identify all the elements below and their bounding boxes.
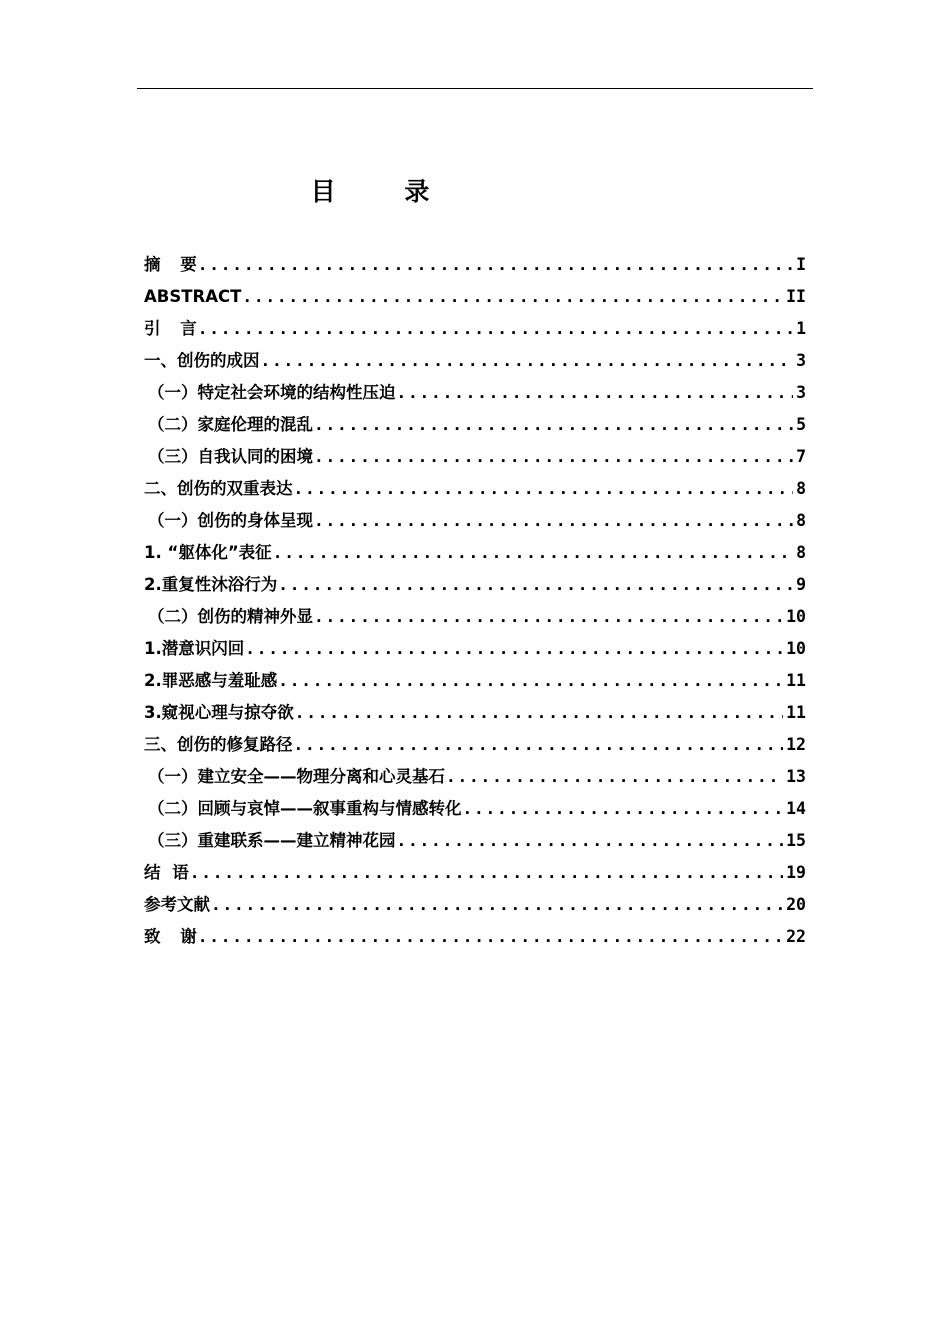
toc-entry-section-2-1-2[interactable] [144,564,806,596]
toc-leader-dots [296,734,784,756]
toc-entry-introduction[interactable] [144,308,806,340]
toc-leader-dots [244,286,783,308]
toc-entry-page: 9 [796,575,806,594]
toc-entry-page: 8 [796,511,806,530]
toc-leader-dots [275,542,793,564]
toc-entry-page: 13 [786,767,806,786]
toc-entry-references[interactable] [144,884,806,916]
toc-entry-page: 19 [786,863,806,882]
toc-entry-label: （一）特定社会环境的结构性压迫 [148,383,396,402]
toc-entry-label: （三）自我认同的困境 [148,447,313,466]
toc-entry-chapter-1[interactable] [144,340,806,372]
toc-leader-dots [263,350,794,372]
toc-entry-page: I [796,255,806,274]
toc-entry-chapter-3[interactable] [144,724,806,756]
toc-entry-page: 5 [796,415,806,434]
toc-entry-page: 22 [786,927,806,946]
toc-entry-label: （一）建立安全——物理分离和心灵基石 [148,767,445,786]
toc-leader-dots [297,702,783,724]
toc-entry-page: 7 [796,447,806,466]
toc-entry-page: 12 [786,735,806,754]
toc-entry-abstract-en[interactable] [144,276,806,308]
toc-entry-label: （二）创伤的精神外显 [148,607,313,626]
toc-entry-label: 致 谢 [144,927,197,946]
toc-leader-dots [200,318,793,340]
toc-entry-section-2-2[interactable] [144,596,806,628]
toc-entry-page: 20 [786,895,806,914]
toc-leader-dots [200,926,783,948]
toc-entry-section-2-2-1[interactable] [144,628,806,660]
toc-entry-label: 参考文献 [144,895,210,914]
toc-leader-dots [465,798,784,820]
toc-entry-page: 14 [786,799,806,818]
toc-entry-section-3-3[interactable] [144,820,806,852]
toc-leader-dots [316,446,793,468]
toc-leader-dots [213,894,783,916]
toc-leader-dots [399,830,784,852]
toc-entry-page: 8 [796,479,806,498]
toc-entry-page: 8 [796,543,806,562]
toc-entry-label: ABSTRACT [144,287,242,306]
toc-leader-dots [296,478,794,500]
toc-entry-section-1-3[interactable] [144,436,806,468]
toc-leader-dots [280,670,783,692]
toc-entry-section-3-1[interactable] [144,756,806,788]
toc-entry-label: （三）重建联系——建立精神花园 [148,831,396,850]
toc-entry-section-3-2[interactable] [144,788,806,820]
toc-entry-page: 10 [786,607,806,626]
toc-entry-page: 1 [796,319,806,338]
header-rule [137,88,813,89]
toc-entry-conclusion[interactable] [144,852,806,884]
toc-entry-label: 结 语 [144,863,189,882]
toc-entry-section-1-2[interactable] [144,404,806,436]
toc-entry-label: 摘 要 [144,255,197,274]
toc-leader-dots [316,510,793,532]
toc-leader-dots [192,862,783,884]
toc-leader-dots [316,414,793,436]
toc-entry-page: II [786,287,806,306]
toc-entry-label: 1. “躯体化”表征 [144,543,272,562]
toc-entry-page: 3 [796,351,806,370]
toc-entry-label: 1.潜意识闪回 [144,639,245,658]
toc-entry-section-1-1[interactable] [144,372,806,404]
toc-entry-page: 10 [786,639,806,658]
toc-entry-label: （二）家庭伦理的混乱 [148,415,313,434]
toc-title: 目 录 [310,177,460,206]
toc-leader-dots [399,382,794,404]
toc-entry-chapter-2[interactable] [144,468,806,500]
toc-entry-label: 2.重复性沐浴行为 [144,575,278,594]
toc-list [144,244,806,948]
toc-entry-label: 3.窥视心理与掠夺欲 [144,703,294,722]
toc-leader-dots [247,638,783,660]
toc-entry-acknowledgements[interactable] [144,916,806,948]
toc-entry-label: 一、创伤的成因 [144,351,260,370]
toc-entry-section-2-2-3[interactable] [144,692,806,724]
toc-entry-label: 三、创伤的修复路径 [144,735,293,754]
toc-entry-label: （二）回顾与哀悼——叙事重构与情感转化 [148,799,462,818]
toc-leader-dots [448,766,783,788]
toc-entry-page: 11 [786,703,806,722]
toc-leader-dots [200,254,793,276]
toc-entry-abstract-cn[interactable] [144,244,806,276]
toc-entry-label: 引 言 [144,319,197,338]
toc-entry-label: 二、创伤的双重表达 [144,479,293,498]
toc-entry-page: 3 [796,383,806,402]
toc-entry-label: 2.罪恶感与羞耻感 [144,671,278,690]
toc-entry-page: 11 [786,671,806,690]
toc-entry-section-2-1-1[interactable] [144,532,806,564]
toc-entry-section-2-2-2[interactable] [144,660,806,692]
toc-entry-page: 15 [786,831,806,850]
toc-entry-label: （一）创伤的身体呈现 [148,511,313,530]
toc-entry-section-2-1[interactable] [144,500,806,532]
toc-leader-dots [280,574,793,596]
toc-leader-dots [316,606,783,628]
